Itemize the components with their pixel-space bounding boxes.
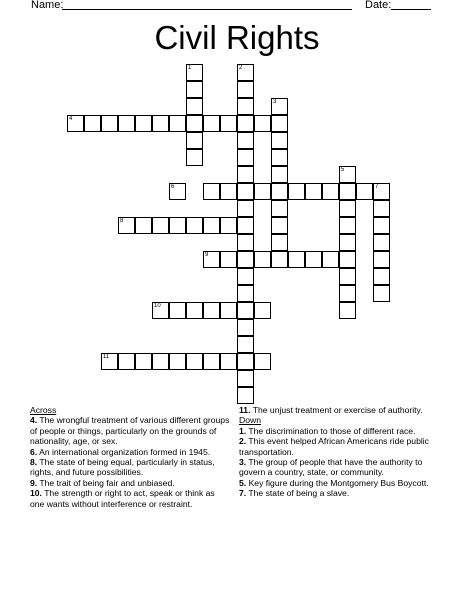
clue-across-8: 8. The state of being equal, particularly in status, rights, and future possibilities. xyxy=(30,457,215,478)
crossword-cell[interactable] xyxy=(220,217,237,234)
clue-across-9: 9. The trait of being fair and unbiased. xyxy=(30,477,175,488)
clue-down-3: 3. The group of people that have the authority to govern a country, state, or community. xyxy=(239,457,423,478)
crossword-cell[interactable] xyxy=(220,251,237,268)
crossword-cell[interactable] xyxy=(237,370,254,387)
crossword-cell[interactable] xyxy=(254,183,271,200)
crossword-cell[interactable] xyxy=(237,115,254,132)
crossword-cell[interactable] xyxy=(135,353,152,370)
crossword-cell[interactable] xyxy=(373,251,390,268)
crossword-cell[interactable] xyxy=(152,115,169,132)
clue-number-label: 6 xyxy=(171,184,175,190)
crossword-cell[interactable] xyxy=(237,353,254,370)
crossword-cell[interactable] xyxy=(186,115,203,132)
crossword-cell[interactable] xyxy=(339,302,356,319)
crossword-cell[interactable] xyxy=(101,115,118,132)
crossword-cell[interactable] xyxy=(373,217,390,234)
crossword-cell[interactable] xyxy=(186,81,203,98)
clue-number-label: 8 xyxy=(120,218,124,224)
crossword-cell[interactable] xyxy=(237,285,254,302)
crossword-cell[interactable] xyxy=(305,183,322,200)
clue-number-label: 5 xyxy=(341,167,345,173)
clue-number-label: 10 xyxy=(154,303,161,309)
crossword-cell[interactable] xyxy=(339,183,356,200)
crossword-cell[interactable] xyxy=(271,132,288,149)
page-title: Civil Rights xyxy=(154,19,320,56)
crossword-cell[interactable] xyxy=(220,302,237,319)
crossword-cell[interactable] xyxy=(254,115,271,132)
crossword-cell[interactable] xyxy=(271,234,288,251)
crossword-cell[interactable] xyxy=(186,353,203,370)
crossword-cell[interactable] xyxy=(271,217,288,234)
crossword-cell[interactable] xyxy=(339,217,356,234)
crossword-cell[interactable] xyxy=(373,285,390,302)
crossword-cell[interactable] xyxy=(186,149,203,166)
crossword-cell[interactable] xyxy=(339,200,356,217)
crossword-cell[interactable] xyxy=(186,217,203,234)
crossword-cell[interactable] xyxy=(237,81,254,98)
clues-column-left xyxy=(30,405,230,509)
crossword-cell[interactable] xyxy=(237,149,254,166)
clue-number-label: 3 xyxy=(273,99,277,105)
crossword-cell[interactable] xyxy=(135,115,152,132)
crossword-cell[interactable] xyxy=(84,115,101,132)
crossword-cell[interactable] xyxy=(203,302,220,319)
crossword-cell[interactable] xyxy=(169,353,186,370)
crossword-cell[interactable] xyxy=(339,285,356,302)
crossword-cell[interactable] xyxy=(237,319,254,336)
crossword-cell[interactable] xyxy=(271,200,288,217)
crossword-cell[interactable] xyxy=(288,183,305,200)
crossword-cell[interactable] xyxy=(237,234,254,251)
clue-number-label: 1 xyxy=(188,65,192,71)
crossword-cell[interactable] xyxy=(118,353,135,370)
across-heading: Across xyxy=(30,405,57,415)
crossword-cell[interactable] xyxy=(169,115,186,132)
crossword-cell[interactable] xyxy=(254,353,271,370)
crossword-cell[interactable] xyxy=(339,268,356,285)
clue-across-4: 4. The wrongful treatment of various different groups of people or things, particularly on the grounds of nationality, age, or sex. xyxy=(30,415,230,447)
crossword-cell[interactable] xyxy=(373,200,390,217)
crossword-cell[interactable] xyxy=(135,217,152,234)
crossword-cell[interactable] xyxy=(373,268,390,285)
crossword-cell[interactable] xyxy=(186,302,203,319)
crossword-cell[interactable] xyxy=(118,115,135,132)
clues-column-right xyxy=(239,405,444,499)
crossword-cell[interactable] xyxy=(220,115,237,132)
crossword-cell[interactable] xyxy=(237,251,254,268)
crossword-cell[interactable] xyxy=(271,115,288,132)
crossword-cell[interactable] xyxy=(237,217,254,234)
clue-across-11: 11. The unjust treatment or exercise of authority. xyxy=(239,405,423,415)
crossword-cell[interactable] xyxy=(186,132,203,149)
crossword-cell[interactable] xyxy=(271,149,288,166)
crossword-cell[interactable] xyxy=(220,183,237,200)
crossword-cell[interactable] xyxy=(237,200,254,217)
crossword-cell[interactable] xyxy=(203,183,220,200)
crossword-cell[interactable] xyxy=(271,166,288,183)
crossword-cell[interactable] xyxy=(322,183,339,200)
crossword-cell[interactable] xyxy=(237,98,254,115)
crossword-cell[interactable] xyxy=(203,353,220,370)
crossword-cell[interactable] xyxy=(237,387,254,404)
down-heading: Down xyxy=(239,415,261,426)
crossword-cell[interactable] xyxy=(237,166,254,183)
crossword-cell[interactable] xyxy=(203,217,220,234)
clue-across-10: 10. The strength or right to act, speak or think as one wants without interference or restraint. xyxy=(30,488,215,509)
crossword-cell[interactable] xyxy=(271,251,288,268)
clue-number-label: 4 xyxy=(69,116,73,122)
crossword-cell[interactable] xyxy=(169,217,186,234)
crossword-cell[interactable] xyxy=(356,183,373,200)
crossword-cell[interactable] xyxy=(339,234,356,251)
clue-number-label: 9 xyxy=(205,252,209,258)
clue-across-6: 6. An international organization formed in 1945. xyxy=(30,446,211,457)
crossword-cell[interactable] xyxy=(152,353,169,370)
crossword-cell[interactable] xyxy=(305,251,322,268)
clue-number-label: 7 xyxy=(375,184,379,190)
crossword-cell[interactable] xyxy=(373,234,390,251)
crossword-cell[interactable] xyxy=(254,251,271,268)
crossword-cell[interactable] xyxy=(237,336,254,353)
crossword-cell[interactable] xyxy=(203,115,220,132)
clue-down-5: 5. Key figure during the Montgomery Bus Boycott. xyxy=(239,477,429,488)
crossword-cell[interactable] xyxy=(237,302,254,319)
crossword-cell[interactable] xyxy=(186,98,203,115)
crossword-cell[interactable] xyxy=(237,132,254,149)
crossword-cell[interactable] xyxy=(254,302,271,319)
crossword-cell[interactable] xyxy=(220,353,237,370)
clue-down-7: 7. The state of being a slave. xyxy=(239,488,350,499)
clue-down-1: 1. The discrimination to those of different race. xyxy=(239,425,416,436)
crossword-cell[interactable] xyxy=(271,183,288,200)
date-label: Date: xyxy=(365,0,392,11)
name-label: Name: xyxy=(31,0,64,11)
crossword-cell[interactable] xyxy=(339,251,356,268)
crossword-cell[interactable] xyxy=(237,183,254,200)
crossword-cell[interactable] xyxy=(322,251,339,268)
clue-number-label: 2 xyxy=(239,65,243,71)
crossword-cell[interactable] xyxy=(152,217,169,234)
clue-number-label: 11 xyxy=(103,354,110,360)
crossword-cell[interactable] xyxy=(288,251,305,268)
crossword-cell[interactable] xyxy=(169,302,186,319)
crossword-cell[interactable] xyxy=(237,268,254,285)
clue-down-2: 2. This event helped African Americans ride public transportation. xyxy=(239,436,429,457)
